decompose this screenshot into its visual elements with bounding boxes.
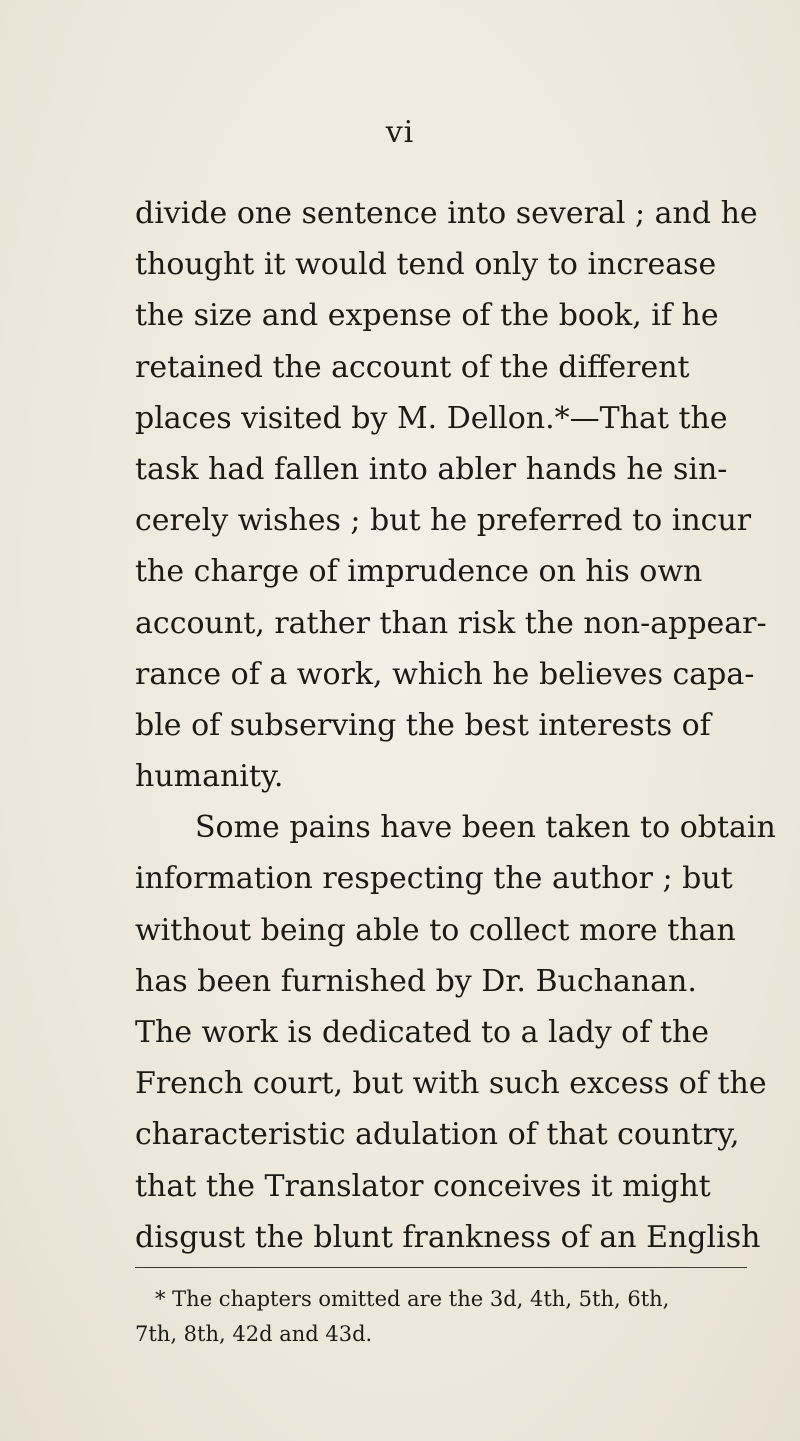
text-line: the charge of imprudence on his own — [135, 554, 703, 590]
text-line: places visited by M. Dellon.*—That the — [135, 400, 728, 436]
text-line: French court, but with such excess of the — [135, 1066, 767, 1102]
text-line: rance of a work, which he believes capa- — [135, 656, 755, 692]
text-line: that the Translator conceives it might — [135, 1168, 711, 1204]
text-line: disgust the blunt frankness of an English — [135, 1219, 761, 1255]
footnote-divider — [135, 1267, 747, 1268]
text-line: task had fallen into abler hands he sin- — [135, 451, 728, 487]
text-line: humanity. — [135, 759, 284, 795]
text-line: the size and expense of the book, if he — [135, 298, 719, 334]
footnote-line: 7th, 8th, 42d and 43d. — [135, 1322, 373, 1346]
text-line: ble of subserving the best interests of — [135, 707, 711, 743]
body-text — [135, 188, 776, 1263]
page-number: vi — [385, 115, 415, 150]
text-line: characteristic adulation of that country, — [135, 1117, 740, 1153]
text-line: cerely wishes ; but he preferred to incur — [135, 503, 752, 539]
footnote-line: * The chapters omitted are the 3d, 4th, 5th, 6th, — [155, 1287, 670, 1311]
text-line: information respecting the author ; but — [135, 861, 733, 897]
text-line: without being able to collect more than — [135, 912, 736, 948]
text-line: divide one sentence into several ; and he — [135, 196, 758, 231]
text-line: The work is dedicated to a lady of the — [135, 1015, 710, 1050]
text-line: thought it would tend only to increase — [135, 247, 717, 283]
text-line: retained the account of the different — [135, 349, 690, 385]
footnote — [135, 1282, 755, 1352]
paragraph-start-line: Some pains have been taken to obtain — [195, 810, 776, 846]
text-line: has been furnished by Dr. Buchanan. — [135, 963, 697, 999]
text-line: account, rather than risk the non-appear- — [135, 605, 767, 641]
